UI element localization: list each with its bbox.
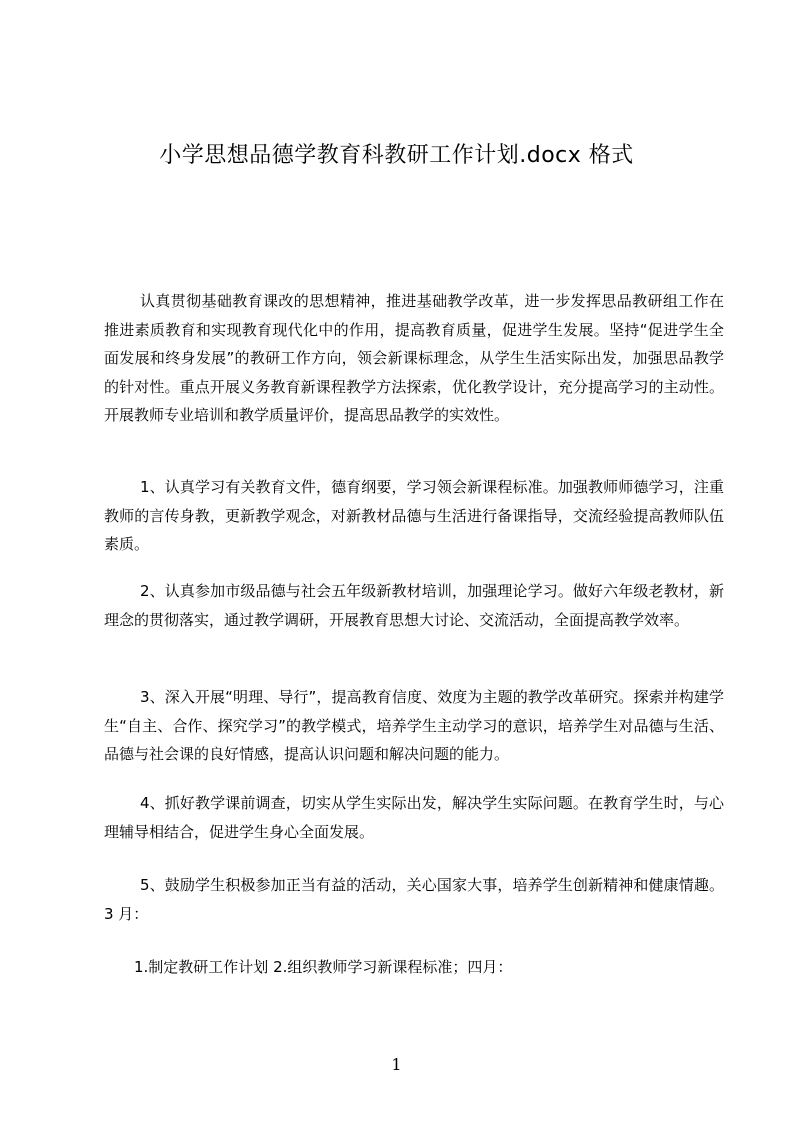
paragraph-item-4: 4、抓好教学课前调查，切实从学生实际出发，解决学生实际问题。在教育学生时，与心理辅导相结合，促进学生身心全面发展。 (104, 794, 724, 841)
paragraph-item-5: 5、鼓励学生积极参加正当有益的活动，关心国家大事，培养学生创新精神和健康情趣。3 月： (104, 876, 724, 923)
page-number: 1 (391, 1055, 402, 1074)
paragraph-item-3: 3、深入开展“明理、导行”，提高教育信度、效度为主题的教学改革研究。探索并构建学生“自主、合作、探究学习”的教学模式，培养学生主动学习的意识，培养学生对品德与生活、品德与社会课的良好情感，提高认识问题和解决问题的能力。 (104, 688, 724, 763)
paragraph-plan-list: 1.制定教研工作计划 2.组织教师学习新课程标准；四月： (134, 958, 513, 976)
paragraph-item-1: 1、认真学习有关教育文件，德育纲要，学习领会新课程标准。加强教师师德学习，注重教师的言传身教，更新教学观念，对新教材品德与生活进行备课指导，交流经验提高教师队伍素质。 (104, 478, 724, 553)
paragraph-item-2: 2、认真参加市级品德与社会五年级新教材培训，加强理论学习。做好六年级老教材，新理念的贯彻落实，通过教学调研，开展教育思想大讨论、交流活动，全面提高教学效率。 (104, 582, 724, 629)
paragraph-intro: 认真贯彻基础教育课改的思想精神，推进基础教学改革，进一步发挥思品教研组工作在推进素质教育和实现教育现代化中的作用，提高教育质量，促进学生发展。坚持“促进学生全面发展和终身发展”的教研工作方向，领会新课标理念，从学生生活实际出发，加强思品教学的针对性。重点开展义务教育新课程教学方法探索，优化教学设计，充分提高学习的主动性。开展教师专业培训和教学质量评价，提高思品教学的实效性。 (104, 292, 724, 424)
document-title: 小学思想品德学教育科教研工作计划.docx 格式 (159, 143, 634, 168)
